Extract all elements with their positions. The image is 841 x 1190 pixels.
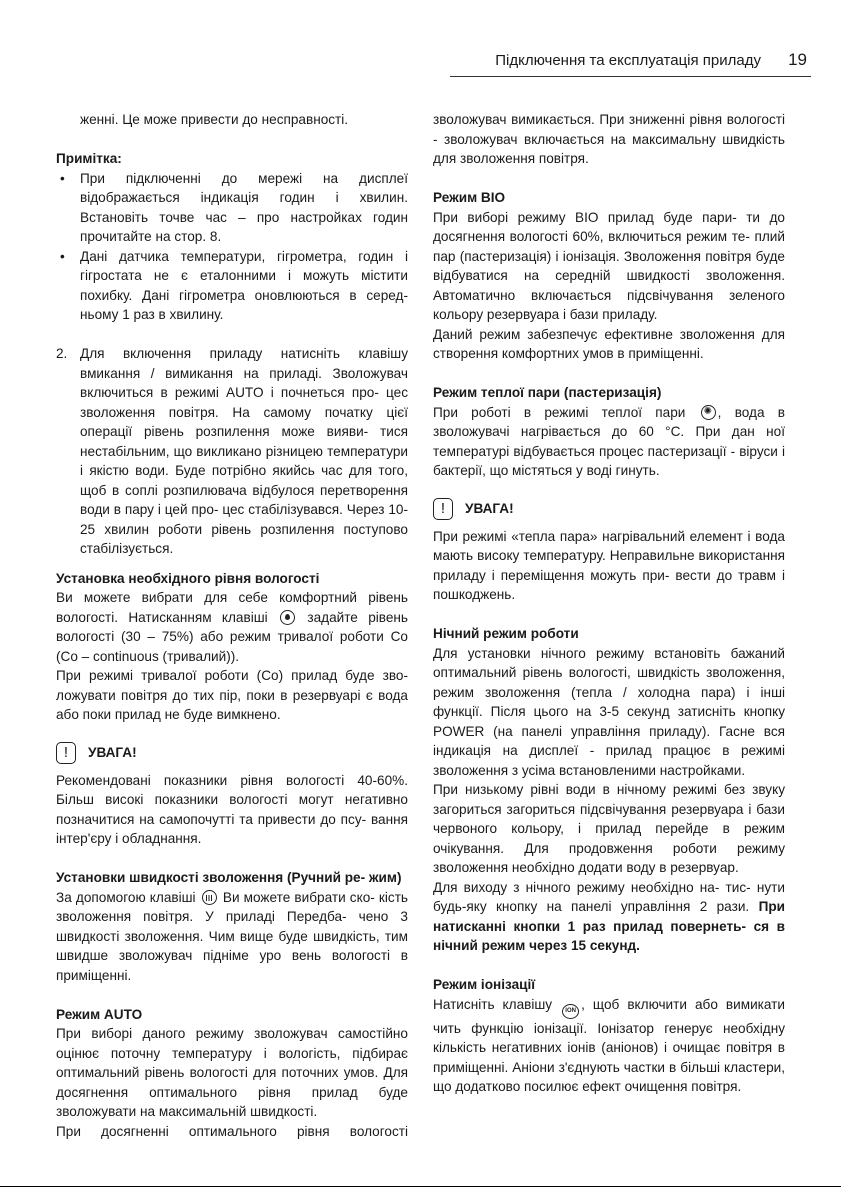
warm-steam-icon	[701, 405, 716, 420]
warning-icon: !	[433, 498, 453, 520]
warning-block	[56, 739, 408, 767]
auto-paragraph-2: При досягненні оптимального рівня вологості	[56, 1123, 408, 1139]
ion-icon: ION	[562, 1004, 579, 1019]
humidity-heading: Установка необхідного рівня вологості	[56, 570, 320, 586]
step-text: Для включення приладу натисніть клавішу вмикання / вимикання на приладі. Зволожувач включиться в режимі AUTO і почнеться про- цес зволоження повітря. На самому початку цієї операції рівень розпилення може вияви- тися нестабільним, що викликано різницею температури і якістю води. Буде потрібно якийсь час для того, щоб в соплі розпилювача відбулося перетворення води в пару і цей про- цес стабілізувався. Через 10-25 хвилин роботи рівень розпилення поступово стабілізується.	[80, 346, 408, 556]
page-number: 19	[788, 50, 807, 69]
night-paragraph-3: Для виходу з нічного режиму необхідно на- тис- нути будь-яку кнопку на панелі управління 2 рази. При натисканні кнопки 1 раз прилад повернеть- ся в нічний режим через 15 секунд.	[433, 879, 785, 953]
warm-steam-paragraph: При роботі в режимі теплої пари ✺ , вода в зволожувачі нагрівається до 60 °C. При дан ної температурі відбувається процес пастеризації - віруси і бактерії, що містяться у воді гинуть.	[433, 403, 785, 481]
speed-paragraph: За допомогою клавіші Ви можете вибрати ско- кість зволоження повітря. У приладі Передба- чено 3 швидкості зволоження. Чим вище буде швидкість, тим швидше зволожувач підніме уро вень вологості в приміщенні.	[56, 889, 409, 983]
auto-heading: Режим AUTO	[56, 1006, 143, 1022]
night-paragraph: Для установки нічного режиму встановіть бажаний оптимальний рівень вологості, швидкість зволоження, режим зволоження (тепла / холодна пара) і інші функції. Після цього на 3-5 секунд затисніть кнопку POWER (на панелі управління приладу). Гасне вся індикація на дисплеї - прилад працює в режимі зволоження з усіма встановленими настройками.	[433, 645, 785, 778]
header-title: Підключення та експлуатація приладу	[495, 52, 761, 69]
header-rule	[450, 76, 811, 77]
step-2	[56, 344, 408, 559]
night-bold-note: При натисканні кнопки 1 раз прилад повернеть- ся в нічний режим через 15 секунд.	[433, 899, 785, 953]
warm-steam-heading: Режим теплої пари (пастеризація)	[433, 385, 662, 400]
ionization-heading: Режим іонізації	[433, 977, 536, 992]
page-header	[0, 52, 841, 72]
bio-paragraph-2: Даний режим забезпечує ефективне зволоження для створення комфортних умов в приміщенні.	[433, 326, 785, 361]
warning-block	[433, 495, 785, 523]
speed-icon	[202, 890, 217, 905]
warning-label: УВАГА!	[88, 744, 137, 760]
warning-icon: !	[56, 742, 76, 764]
left-column	[56, 110, 408, 1141]
humidity-drop-icon	[280, 610, 295, 625]
continuous-mode-paragraph: При режимі тривалої роботи (Co) прилад буде зво- ложувати повітря до тих пір, поки в резервуарі є вода або поки прилад не буде вимкнено.	[56, 668, 408, 722]
warning-label: УВАГА!	[465, 500, 514, 516]
speed-heading: Установки швидкості зволоження (Ручний ре- жим)	[56, 870, 402, 885]
night-heading: Нічний режим роботи	[433, 626, 579, 641]
bio-paragraph: При виборі режиму BIO прилад буде пари- ти до досягнення вологості 60%, включиться режим те- плий пар (пастеризація) і іонізація. Зволоження повітря буде відбуватися на середній швидкості зволоження. Автоматично включається підсвічування зеленого кольору резервуара і бази приладу.	[433, 209, 785, 322]
bio-heading: Режим BIO	[433, 190, 506, 205]
humidity-paragraph: Ви можете вибрати для себе комфортний рівень вологості. Натисканням клавіші задайте рівень вологості (30 – 75%) або режим тривалої роботи Co (Co – continuous (тривалий)).	[56, 590, 409, 664]
auto-paragraph: При виборі даного режиму зволожувач самостійно оцінює поточну температуру і вологість, підбирає оптимальний рівень вологості для поточних умов. Для досягнення оптимального рівня прилад буде зволожувати на максимальній швидкості.	[56, 1026, 408, 1119]
continued-paragraph: женні. Це може привести до несправності.	[80, 112, 349, 127]
warning-text: Рекомендовані показники рівня вологості 40-60%. Більш високі показники вологості могут негативно позначитися на самопочутті та привести до псу- вання інтер'єру і обладнання.	[56, 772, 408, 846]
night-paragraph-2: При низькому рівні води в нічному режимі без звуку загориться загориться підсвічування резервуара і бази червоного кольору, і прилад перейде в режим очікування. Для продовження роботи режиму зволоження необхідно додати воду в резервуар.	[433, 782, 785, 875]
continued-paragraph: зволожувач вимикається. При зниженні рівня вологості - зволожувач включається на максимальну швидкість для зволоження повітря.	[433, 112, 785, 166]
note-item: • Дані датчика температури, гігрометра, годин і гігростата не є еталонними і можуть містити похибку. Дані гігрометра оновлюються в серед- ньому 1 раз в хвилину.	[56, 247, 408, 325]
right-column	[433, 110, 785, 1097]
note-list	[56, 169, 408, 325]
warning-text: При режимі «тепла пара» нагрівальний елемент і вода мають високу температуру. Неправильне використання приладу і переміщення можуть при- вести до травм і пошкоджень.	[433, 528, 785, 602]
ionization-paragraph: Натисніть клавішу ION , щоб включити або вимикати чить функцію іонізації. Іонізатор генерує необхідну кількість негативних іонів (аніонов) і очищає повітря в приміщенні. Аніони з'єднують частки в більші кластери, що додатково посилює ефект очищення повітря.	[433, 996, 785, 1094]
bottom-rule	[0, 1186, 841, 1187]
note-heading: Примітка:	[56, 151, 122, 166]
step-number: 2.	[56, 346, 68, 361]
note-item: • При підключенні до мережі на дисплеї відображається індикація годин і хвилин. Встановіть точве час – про настройках годин прочитайте на стор. 8.	[56, 169, 408, 247]
